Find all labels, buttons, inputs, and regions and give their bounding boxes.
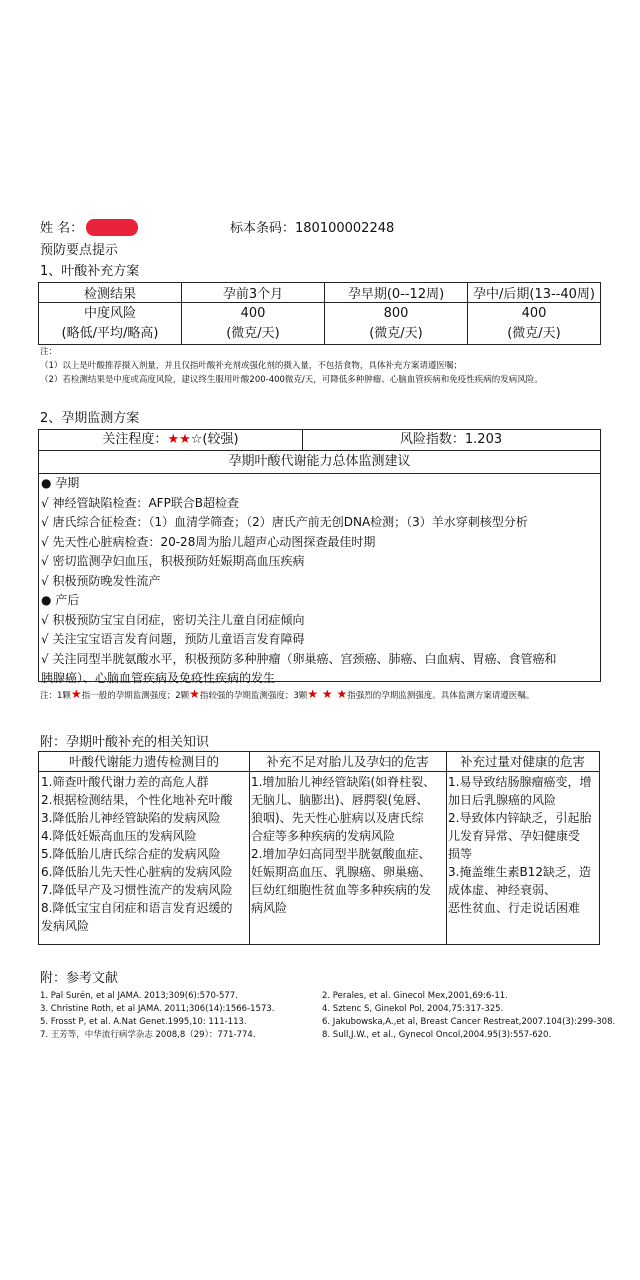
reference-item: 7. 王芳等，中华流行病学杂志 2008,8（29）：771-774. — [40, 1030, 256, 1040]
list-item: 病风险 — [251, 901, 288, 915]
risk-cell — [39, 303, 182, 345]
appendix-table — [38, 751, 600, 945]
list-item: 1.增加胎儿神经管缺陷(如脊柱裂、 — [251, 775, 436, 789]
notes-label: 注： — [40, 347, 58, 357]
reference-item: 8. Sull,J.W., et al., Gynecol Oncol,2004.95(3):557-620. — [322, 1030, 552, 1040]
monitoring-box — [38, 429, 601, 685]
header-cell: 孕早期(0--12周) — [325, 283, 468, 303]
monitoring-list — [41, 474, 598, 689]
dose-value: 800 — [383, 305, 409, 321]
header-cell: 孕前3个月 — [182, 283, 325, 303]
references-right — [322, 990, 615, 1042]
column-divider — [446, 752, 447, 944]
list-item: 3.掩盖维生素B12缺乏，造 — [448, 865, 591, 879]
reference-item: 5. Frosst P, et al. A.Nat Genet.1995,10: 111-113. — [40, 1017, 247, 1027]
dose-unit: (微克/天) — [369, 325, 423, 341]
header-cell: 补充过量对健康的危害 — [459, 754, 585, 769]
folic-acid-table — [38, 282, 601, 345]
attention-text: (较强) — [202, 432, 239, 447]
barcode-field — [230, 220, 394, 238]
list-item: 发病风险 — [41, 919, 90, 933]
dose-value: 400 — [240, 305, 266, 321]
appendix-title: 附：孕期叶酸补充的相关知识 — [40, 735, 210, 750]
list-item: 2.导致体内锌缺乏，引起胎 — [448, 811, 592, 825]
list-item: √ 神经管缺陷检查：AFP联合B超检查 — [41, 495, 240, 510]
name-label: 姓 名： — [40, 221, 84, 236]
risk-range: (略低/平均/略高) — [61, 325, 159, 341]
tips-title: 预防要点提示 — [40, 243, 119, 258]
list-item: 妊娠期高血压、乳腺癌、卵巢癌、 — [251, 865, 432, 879]
list-item: 2.根据检测结果，个性化地补充叶酸 — [41, 793, 233, 807]
list-item: 损等 — [448, 847, 473, 861]
star-icon: ★ ★ ★ — [307, 687, 348, 701]
star-icon: ★ — [70, 687, 82, 701]
attention-cell — [39, 430, 303, 451]
reference-item: 6. Jakubowska,A.,et al, Breast Cancer Restreat,2007.104(3):299-308. — [322, 1017, 616, 1027]
list-item: 7.降低早产及习惯性流产的发病风险 — [41, 883, 233, 897]
references-left — [40, 990, 274, 1042]
list-item: 成体虚、神经衰弱、 — [448, 883, 557, 897]
list-item: 5.降低胎儿唐氏综合症的发病风险 — [41, 847, 221, 861]
list-item: 无脑儿、脑膨出)、唇腭裂(兔唇、 — [251, 793, 429, 807]
list-item: 1.易导致结肠腺瘤癌变，增 — [448, 775, 592, 789]
header-cell: 孕中/后期(13--40周) — [468, 283, 601, 303]
note-text: 指强烈的孕期监测强度。具体监测方案请遵医嘱。 — [347, 691, 535, 701]
list-item: 狼咽)、先天性心脏病以及唐氏综 — [251, 811, 424, 825]
reference-item: 4. Sztenc S, Ginekol Pol, 2004,75:317-325. — [322, 1004, 504, 1014]
list-item: 合症等多种疾病的发病风险 — [251, 829, 396, 843]
note-text: 指一般的孕期监测强度；2颗 — [81, 691, 190, 701]
note-text: 注：1颗 — [40, 691, 71, 701]
reference-item: 1. Pal Surén, et al JAMA. 2013;309(6):570-577. — [40, 991, 238, 1001]
header-cell: 叶酸代谢能力遗传检测目的 — [68, 754, 219, 769]
list-item: 2.增加孕妇高同型半胱氨酸血症、 — [251, 847, 431, 861]
section1-title: 1、叶酸补充方案 — [40, 264, 140, 279]
barcode-value: 180100002248 — [295, 221, 395, 236]
header-cell: 补充不足对胎儿及孕妇的危害 — [266, 754, 429, 769]
dose-cell — [468, 303, 601, 345]
purpose-column — [41, 773, 232, 935]
list-item: 4.降低妊娠高血压的发病风险 — [41, 829, 197, 843]
list-item: 恶性贫血、行走说话困难 — [448, 901, 581, 915]
barcode-label: 标本条码： — [230, 221, 296, 236]
list-item: √ 关注宝宝语言发育问题，预防儿童语言发育障碍 — [41, 632, 305, 646]
references-title: 附：参考文献 — [40, 971, 119, 986]
list-item: 8.降低宝宝自闭症和语言发育迟缓的 — [41, 901, 233, 915]
reference-item: 2. Perales, et al. Ginecol Mex,2001,69:6-11. — [322, 991, 508, 1001]
list-item: ● 孕期 — [41, 476, 80, 490]
list-item: √ 先天性心脏病检查：20-28周为胎儿超声心动图探查最佳时期 — [41, 534, 376, 549]
row-divider — [39, 771, 599, 772]
list-item: ● 产后 — [41, 593, 80, 607]
monitoring-subtitle: 孕期叶酸代谢能力总体监测建议 — [39, 451, 600, 474]
redacted-name — [86, 219, 138, 236]
list-item: √ 唐氏综合征检查：（1）血清学筛查；（2）唐氏产前无创DNA检测；（3）羊水穿刺核型分析 — [41, 515, 528, 529]
dose-cell — [325, 303, 468, 345]
list-item: 1.筛查叶酸代谢力差的高危人群 — [41, 775, 209, 789]
header-cell: 检测结果 — [39, 283, 182, 303]
list-item: 儿发育异常、孕妇健康受 — [448, 829, 581, 843]
list-item: √ 积极预防宝宝自闭症，密切关注儿童自闭症倾向 — [41, 612, 305, 627]
list-item: √ 积极预防晚发性流产 — [41, 573, 161, 588]
section2-title: 2、孕期监测方案 — [40, 411, 140, 426]
risk-level: 中度风险 — [83, 305, 136, 321]
list-item: 胰腺癌）、心脑血管疾病及免疫性疾病的发生 — [41, 671, 276, 685]
reference-item: 3. Christine Roth, et al JAMA. 2011;306(14):1566-1573. — [40, 1004, 275, 1014]
dose-unit: (微克/天) — [226, 325, 280, 341]
excess-column — [448, 773, 591, 917]
empty-star-icon: ☆ — [190, 432, 203, 447]
note-text: 指较强的孕期监测强度；3颗 — [199, 691, 308, 701]
star-icon: ★★ — [167, 432, 191, 447]
note-line: （2）若检测结果是中度或高度风险，建议终生服用叶酸200-400微克/天，可降低多种肿瘤、心脑血管疾病和免疫性疾病的发病风险。 — [40, 375, 543, 385]
dose-cell — [182, 303, 325, 345]
deficiency-column — [251, 773, 435, 917]
star-legend-note — [40, 688, 534, 702]
list-item: 加日后乳腺癌的风险 — [448, 793, 557, 807]
column-divider — [249, 752, 250, 944]
risk-index: 风险指数：1.203 — [302, 430, 600, 451]
list-item: √ 密切监测孕妇血压，积极预防妊娠期高血压疾病 — [41, 554, 305, 568]
note-line: （1）以上是叶酸推荐摄入剂量，并且仅指叶酸补充剂或强化剂的摄入量，不包括食物，具体补充方案请遵医嘱； — [40, 361, 462, 371]
dose-unit: (微克/天) — [507, 325, 561, 341]
list-item: 6.降低胎儿先天性心脏病的发病风险 — [41, 865, 233, 879]
list-item: 3.降低胎儿神经管缺陷的发病风险 — [41, 811, 221, 825]
list-item: 巨幼红细胞性贫血等多种疾病的发 — [251, 883, 432, 897]
attention-label: 关注程度： — [102, 432, 168, 447]
star-icon: ★ — [189, 687, 200, 701]
list-item: √ 关注同型半胱氨酸水平，积极预防多种肿瘤（卵巢癌、宫颈癌、肺癌、白血病、胃癌、食管癌和 — [41, 651, 557, 666]
dose-value: 400 — [521, 305, 547, 321]
